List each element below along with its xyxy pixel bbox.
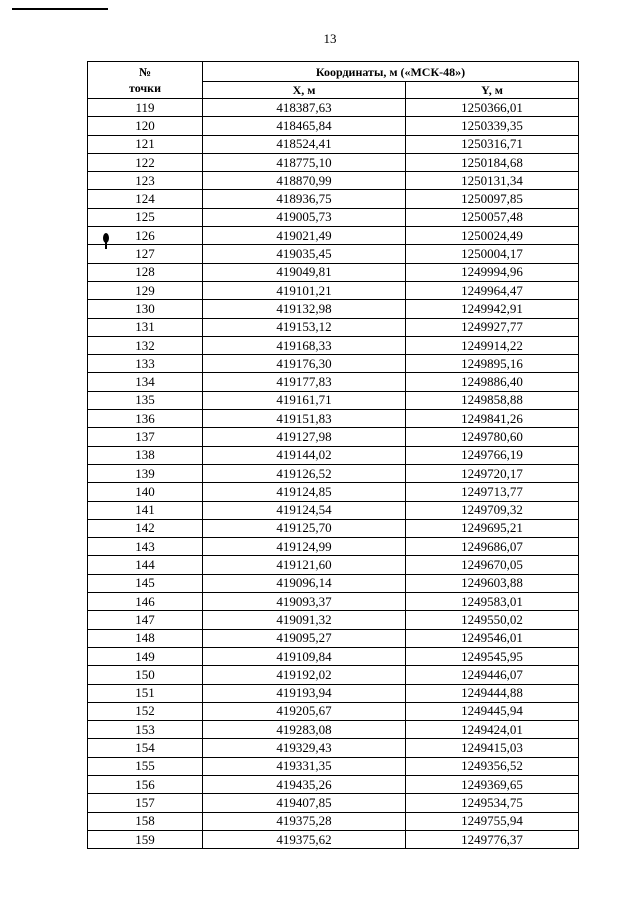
table-row <box>88 519 579 537</box>
y-coordinate-cell: 1250366,01 <box>406 99 579 117</box>
point-number-cell: 157 <box>88 794 203 812</box>
x-coordinate-cell: 419375,62 <box>203 830 406 848</box>
table-row <box>88 574 579 592</box>
table-row <box>88 99 579 117</box>
table-row <box>88 117 579 135</box>
y-coordinate-cell: 1249583,01 <box>406 593 579 611</box>
y-coordinate-cell: 1250184,68 <box>406 153 579 171</box>
table-row <box>88 666 579 684</box>
y-coordinate-cell: 1250097,85 <box>406 190 579 208</box>
x-coordinate-cell: 419124,99 <box>203 538 406 556</box>
y-coordinate-cell: 1249780,60 <box>406 428 579 446</box>
point-number-cell: 121 <box>88 135 203 153</box>
y-coordinate-cell: 1249709,32 <box>406 501 579 519</box>
y-coordinate-cell: 1249914,22 <box>406 336 579 354</box>
y-coordinate-cell: 1249895,16 <box>406 355 579 373</box>
y-coordinate-cell: 1249670,05 <box>406 556 579 574</box>
table-row <box>88 227 579 245</box>
x-coordinate-cell: 418465,84 <box>203 117 406 135</box>
table-row <box>88 684 579 702</box>
point-number-cell: 156 <box>88 775 203 793</box>
point-number-cell: 141 <box>88 501 203 519</box>
x-coordinate-cell: 419193,94 <box>203 684 406 702</box>
x-coordinate-cell: 419151,83 <box>203 410 406 428</box>
x-coordinate-cell: 418387,63 <box>203 99 406 117</box>
page-number: 13 <box>323 31 337 46</box>
table-row <box>88 318 579 336</box>
x-coordinate-cell: 418936,75 <box>203 190 406 208</box>
x-coordinate-cell: 419127,98 <box>203 428 406 446</box>
x-coordinate-cell: 419124,85 <box>203 483 406 501</box>
point-number-sign: № <box>138 65 152 79</box>
x-coordinate-cell: 419375,28 <box>203 812 406 830</box>
y-coordinate-cell: 1249546,01 <box>406 629 579 647</box>
x-coordinate-cell: 419093,37 <box>203 593 406 611</box>
table-row <box>88 721 579 739</box>
y-coordinate-cell: 1249446,07 <box>406 666 579 684</box>
point-number-cell: 159 <box>88 830 203 848</box>
y-coordinate-cell: 1249755,94 <box>406 812 579 830</box>
y-column-header: Y, м <box>406 82 579 99</box>
point-number-cell: 149 <box>88 647 203 665</box>
y-coordinate-cell: 1249356,52 <box>406 757 579 775</box>
y-coordinate-cell: 1249858,88 <box>406 391 579 409</box>
point-number-cell: 131 <box>88 318 203 336</box>
top-rule-line <box>12 8 108 10</box>
table-row <box>88 263 579 281</box>
point-number-cell: 151 <box>88 684 203 702</box>
point-number-cell: 155 <box>88 757 203 775</box>
y-coordinate-cell: 1250024,49 <box>406 227 579 245</box>
table-row <box>88 190 579 208</box>
table-row <box>88 556 579 574</box>
x-coordinate-cell: 419109,84 <box>203 647 406 665</box>
y-coordinate-cell: 1249994,96 <box>406 263 579 281</box>
y-coordinate-cell: 1249776,37 <box>406 830 579 848</box>
table-row <box>88 281 579 299</box>
y-coordinate-cell: 1249766,19 <box>406 446 579 464</box>
point-number-cell: 148 <box>88 629 203 647</box>
y-coordinate-cell: 1249445,94 <box>406 702 579 720</box>
table-row <box>88 410 579 428</box>
coordinates-header: Координаты, м («МСК-48») <box>203 62 579 82</box>
y-coordinate-cell: 1250339,35 <box>406 117 579 135</box>
x-coordinate-cell: 418775,10 <box>203 153 406 171</box>
table-row <box>88 629 579 647</box>
point-number-cell: 142 <box>88 519 203 537</box>
table-row <box>88 153 579 171</box>
table-row <box>88 428 579 446</box>
y-coordinate-cell: 1250131,34 <box>406 172 579 190</box>
table-row <box>88 830 579 848</box>
x-coordinate-cell: 419101,21 <box>203 281 406 299</box>
x-coordinate-cell: 419126,52 <box>203 464 406 482</box>
y-coordinate-cell: 1249603,88 <box>406 574 579 592</box>
point-number-cell: 123 <box>88 172 203 190</box>
table-row <box>88 538 579 556</box>
y-coordinate-cell: 1249534,75 <box>406 794 579 812</box>
x-coordinate-cell: 418870,99 <box>203 172 406 190</box>
y-coordinate-cell: 1249841,26 <box>406 410 579 428</box>
x-coordinate-cell: 419095,27 <box>203 629 406 647</box>
y-coordinate-cell: 1249964,47 <box>406 281 579 299</box>
x-coordinate-cell: 419176,30 <box>203 355 406 373</box>
point-number-cell: 152 <box>88 702 203 720</box>
y-coordinate-cell: 1249550,02 <box>406 611 579 629</box>
table-row <box>88 647 579 665</box>
x-coordinate-cell: 419192,02 <box>203 666 406 684</box>
table-row <box>88 812 579 830</box>
x-coordinate-cell: 419021,49 <box>203 227 406 245</box>
table-row <box>88 775 579 793</box>
table-row <box>88 739 579 757</box>
y-coordinate-cell: 1249695,21 <box>406 519 579 537</box>
x-coordinate-cell: 419329,43 <box>203 739 406 757</box>
x-coordinate-cell: 419144,02 <box>203 446 406 464</box>
x-coordinate-cell: 419205,67 <box>203 702 406 720</box>
x-coordinate-cell: 419096,14 <box>203 574 406 592</box>
point-label: точки <box>128 81 162 95</box>
point-number-cell: 129 <box>88 281 203 299</box>
table-row <box>88 300 579 318</box>
y-coordinate-cell: 1249686,07 <box>406 538 579 556</box>
x-coordinate-cell: 419005,73 <box>203 208 406 226</box>
table-row <box>88 336 579 354</box>
point-number-cell: 139 <box>88 464 203 482</box>
table-body <box>88 99 579 849</box>
point-number-cell: 128 <box>88 263 203 281</box>
point-number-cell: 119 <box>88 99 203 117</box>
y-coordinate-cell: 1249886,40 <box>406 373 579 391</box>
table-row <box>88 483 579 501</box>
y-coordinate-cell: 1250057,48 <box>406 208 579 226</box>
x-coordinate-cell: 419049,81 <box>203 263 406 281</box>
y-coordinate-cell: 1249415,03 <box>406 739 579 757</box>
y-coordinate-cell: 1250316,71 <box>406 135 579 153</box>
x-coordinate-cell: 419153,12 <box>203 318 406 336</box>
point-number-cell: 122 <box>88 153 203 171</box>
x-coordinate-cell: 418524,41 <box>203 135 406 153</box>
point-number-cell: 137 <box>88 428 203 446</box>
table-row <box>88 501 579 519</box>
point-number-cell: 147 <box>88 611 203 629</box>
x-coordinate-cell: 419124,54 <box>203 501 406 519</box>
y-coordinate-cell: 1249713,77 <box>406 483 579 501</box>
table-row <box>88 446 579 464</box>
x-coordinate-cell: 419177,83 <box>203 373 406 391</box>
point-number-cell: 133 <box>88 355 203 373</box>
table-row <box>88 172 579 190</box>
table-row <box>88 702 579 720</box>
y-coordinate-cell: 1249720,17 <box>406 464 579 482</box>
point-number-cell: 144 <box>88 556 203 574</box>
point-number-cell: 124 <box>88 190 203 208</box>
y-coordinate-cell: 1249369,65 <box>406 775 579 793</box>
x-coordinate-cell: 419161,71 <box>203 391 406 409</box>
table-row <box>88 245 579 263</box>
table-row <box>88 757 579 775</box>
point-number-cell: 143 <box>88 538 203 556</box>
y-coordinate-cell: 1250004,17 <box>406 245 579 263</box>
point-number-cell: 154 <box>88 739 203 757</box>
point-number-header <box>88 62 203 99</box>
x-column-header: X, м <box>203 82 406 99</box>
x-coordinate-cell: 419121,60 <box>203 556 406 574</box>
point-number-cell: 138 <box>88 446 203 464</box>
point-number-cell: 140 <box>88 483 203 501</box>
point-number-cell: 127 <box>88 245 203 263</box>
x-coordinate-cell: 419035,45 <box>203 245 406 263</box>
y-coordinate-cell: 1249927,77 <box>406 318 579 336</box>
point-number-cell: 153 <box>88 721 203 739</box>
table-row <box>88 355 579 373</box>
x-coordinate-cell: 419331,35 <box>203 757 406 775</box>
y-coordinate-cell: 1249444,88 <box>406 684 579 702</box>
point-number-cell: 130 <box>88 300 203 318</box>
x-coordinate-cell: 419168,33 <box>203 336 406 354</box>
x-coordinate-cell: 419132,98 <box>203 300 406 318</box>
x-coordinate-cell: 419125,70 <box>203 519 406 537</box>
point-number-cell: 145 <box>88 574 203 592</box>
point-number-cell: 136 <box>88 410 203 428</box>
y-coordinate-cell: 1249545,95 <box>406 647 579 665</box>
y-coordinate-cell: 1249424,01 <box>406 721 579 739</box>
point-number-cell: 146 <box>88 593 203 611</box>
point-number-cell: 126 <box>88 227 203 245</box>
table-row <box>88 373 579 391</box>
table-row <box>88 794 579 812</box>
point-number-cell: 134 <box>88 373 203 391</box>
table-row <box>88 208 579 226</box>
table-row <box>88 464 579 482</box>
point-number-cell: 125 <box>88 208 203 226</box>
x-coordinate-cell: 419435,26 <box>203 775 406 793</box>
point-number-cell: 150 <box>88 666 203 684</box>
table-row <box>88 593 579 611</box>
coordinates-table <box>87 61 579 849</box>
point-number-cell: 135 <box>88 391 203 409</box>
y-coordinate-cell: 1249942,91 <box>406 300 579 318</box>
table-row <box>88 611 579 629</box>
x-coordinate-cell: 419407,85 <box>203 794 406 812</box>
x-coordinate-cell: 419283,08 <box>203 721 406 739</box>
table-row <box>88 135 579 153</box>
point-number-cell: 120 <box>88 117 203 135</box>
table-row <box>88 391 579 409</box>
point-number-cell: 132 <box>88 336 203 354</box>
x-coordinate-cell: 419091,32 <box>203 611 406 629</box>
point-number-cell: 158 <box>88 812 203 830</box>
